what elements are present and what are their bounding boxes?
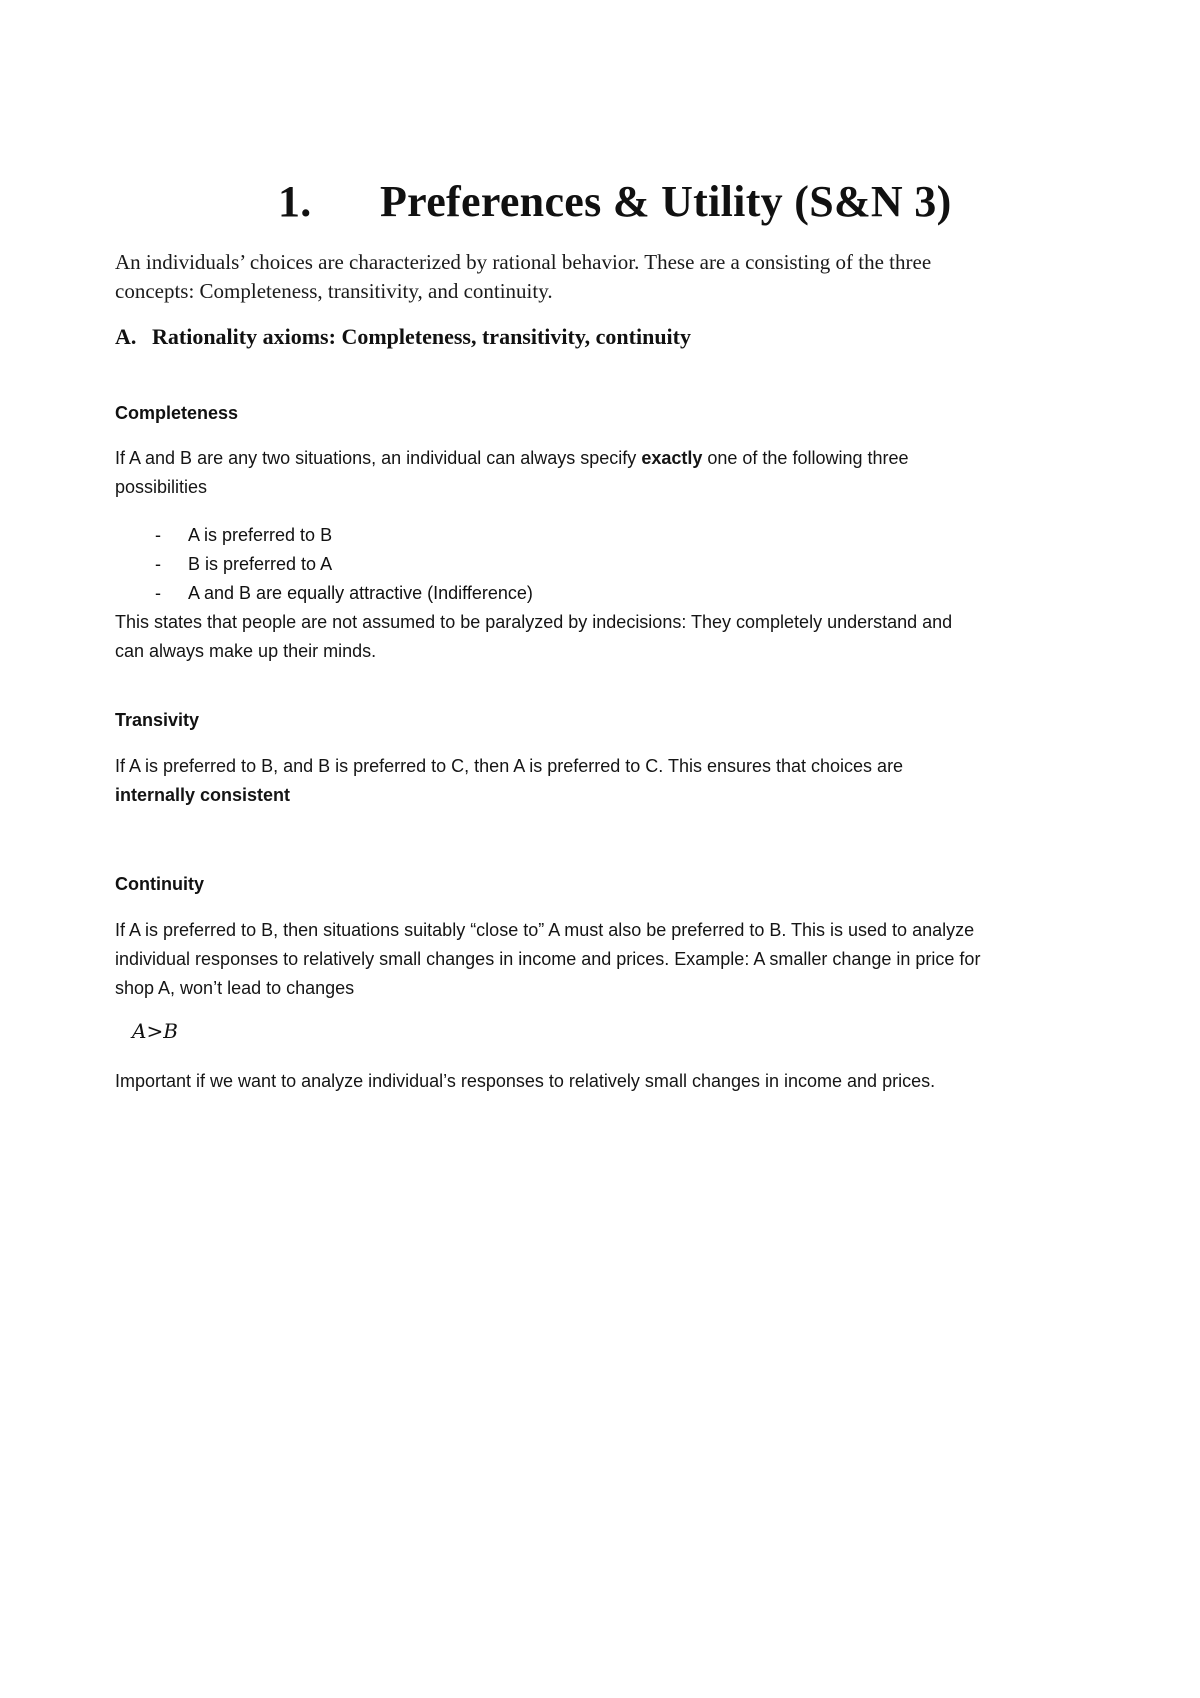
continuity-heading: Continuity xyxy=(115,874,204,894)
completeness-after-line-1: This states that people are not assumed to be paralyzed by indecisions: They completely understand and xyxy=(115,612,953,632)
intro-line-2: concepts: Completeness, transitivity, and continuity. xyxy=(115,279,553,303)
continuity-line-3: shop A, won’t lead to changes xyxy=(115,978,355,998)
transivity-emphasis: internally consistent xyxy=(115,785,291,805)
transivity-line-1: If A is preferred to B, and B is preferred to C, then A is preferred to C. This ensures that choices are xyxy=(115,756,904,776)
list-item: A is preferred to B xyxy=(188,525,333,545)
continuity-line-2: individual responses to relatively small changes in income and prices. Example: A smaller change in price for xyxy=(115,949,981,969)
list-item: A and B are equally attractive (Indifference) xyxy=(188,583,533,603)
completeness-line-1 xyxy=(115,448,909,469)
intro-line-1: An individuals’ choices are characterized by rational behavior. These are a consisting of the three xyxy=(115,250,932,274)
completeness-emphasis: exactly xyxy=(641,448,703,468)
section-letter: A. xyxy=(115,324,137,349)
completeness-after-line-2: can always make up their minds. xyxy=(115,641,377,661)
completeness-line-1-pre: If A and B are any two situations, an individual can always specify xyxy=(115,448,642,468)
bullet-dash: - xyxy=(155,554,161,574)
title-text: Preferences & Utility (S&N 3) xyxy=(380,177,952,226)
completeness-line-1-post: one of the following three xyxy=(702,448,909,468)
continuity-line-1: If A is preferred to B, then situations suitably “close to” A must also be preferred to B. This is used to analyze xyxy=(115,920,975,940)
section-heading xyxy=(115,324,691,350)
completeness-heading: Completeness xyxy=(115,403,239,423)
continuity-closing: Important if we want to analyze individual’s responses to relatively small changes in income and prices. xyxy=(115,1071,936,1091)
completeness-line-2: possibilities xyxy=(115,477,208,497)
page-title xyxy=(278,176,952,227)
math-expression: A>B xyxy=(132,1019,178,1043)
section-title: Rationality axioms: Completeness, transitivity, continuity xyxy=(152,324,691,349)
title-number: 1. xyxy=(278,177,312,226)
list-item: B is preferred to A xyxy=(188,554,333,574)
bullet-dash: - xyxy=(155,583,161,603)
transivity-line-2 xyxy=(115,785,290,806)
bullet-dash: - xyxy=(155,525,161,545)
transivity-heading: Transivity xyxy=(115,710,200,730)
